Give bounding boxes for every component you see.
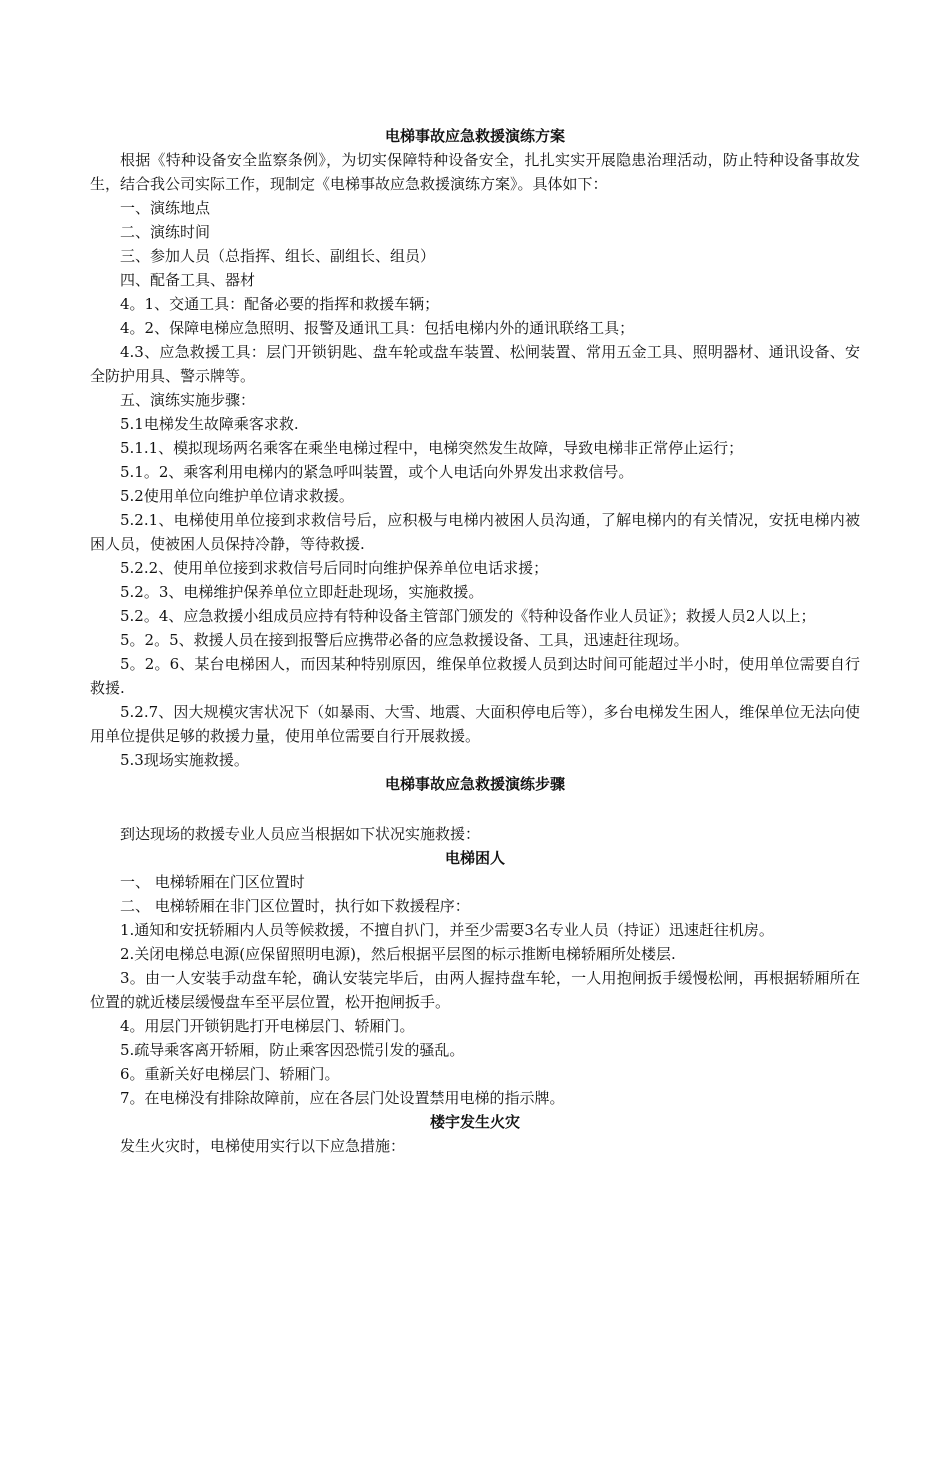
blank-line <box>90 796 860 822</box>
paragraph: 4。2、保障电梯应急照明、报警及通讯工具：包括电梯内外的通讯联络工具； <box>120 319 635 337</box>
paragraph: 二、 电梯轿厢在非门区位置时，执行如下救援程序： <box>120 897 470 915</box>
paragraph: 5。2。6、某台电梯困人，而因某种特别原因，维保单位救援人员到达时间可能超过半小时，使用单位需要自行救援. <box>90 655 860 697</box>
doc-title: 电梯事故应急救援演练方案 <box>384 127 565 145</box>
paragraph: 4。用层门开锁钥匙打开电梯层门、轿厢门。 <box>120 1017 415 1035</box>
paragraph: 5.2使用单位向维护单位请求救援。 <box>120 487 354 505</box>
paragraph: 5.1。2、乘客利用电梯内的紧急呼叫装置，或个人电话向外界发出求救信号。 <box>120 463 634 481</box>
paragraph: 5.2。3、电梯维护保养单位立即赶赴现场，实施救援。 <box>120 583 484 601</box>
paragraph: 到达现场的救援专业人员应当根据如下状况实施救援： <box>120 825 481 843</box>
paragraph: 5.2.7、因大规模灾害状况下（如暴雨、大雪、地震、大面积停电后等），多台电梯发生困人，维保单位无法向使用单位提供足够的救援力量，使用单位需要自行开展救援。 <box>90 703 860 745</box>
paragraph: 2.关闭电梯总电源(应保留照明电源)，然后根据平层图的标示推断电梯轿厢所处楼层. <box>120 945 676 963</box>
paragraph: 根据《特种设备安全监察条例》，为切实保障特种设备安全，扎扎实实开展隐患治理活动，防止特种设备事故发生，结合我公司实际工作，现制定《电梯事故应急救援演练方案》。具体如下： <box>90 151 860 193</box>
paragraph: 3。由一人安装手动盘车轮，确认安装完毕后，由两人握持盘车轮，一人用抱闸扳手缓慢松闸，再根据轿厢所在位置的就近楼层缓慢盘车至平层位置，松开抱闸扳手。 <box>90 969 860 1011</box>
paragraph: 一、演练地点 <box>120 199 211 217</box>
paragraph: 4。1、交通工具：配备必要的指挥和救援车辆； <box>120 295 440 313</box>
section-title-fire: 楼宇发生火灾 <box>429 1113 520 1131</box>
paragraph: 5.2。4、应急救援小组成员应持有特种设备主管部门颁发的《特种设备作业人员证》；救援人员2人以上； <box>120 607 816 625</box>
section-trapped <box>90 870 860 1110</box>
section-title-trapped: 电梯困人 <box>444 849 505 867</box>
paragraph: 一、 电梯轿厢在门区位置时 <box>120 873 305 891</box>
document-page <box>0 124 950 1468</box>
paragraph: 四、配备工具、器材 <box>120 271 256 289</box>
paragraph: 1.通知和安抚轿厢内人员等候救援，不擅自扒门，并至少需要3名专业人员（持证）迅速赶往机房。 <box>120 921 774 939</box>
paragraph: 5.1.1、模拟现场两名乘客在乘坐电梯过程中，电梯突然发生故障，导致电梯非正常停止运行； <box>120 439 744 457</box>
paragraph: 五、演练实施步骤： <box>120 391 256 409</box>
paragraph: 三、参加人员（总指挥、组长、副组长、组员） <box>120 247 436 265</box>
paragraph: 4.3、应急救援工具：层门开锁钥匙、盘车轮或盘车装置、松闸装置、常用五金工具、照明器材、通讯设备、安全防护用具、警示牌等。 <box>90 343 860 385</box>
paragraph: 5.1电梯发生故障乘客求救. <box>120 415 299 433</box>
paragraph: 5.疏导乘客离开轿厢，防止乘客因恐慌引发的骚乱。 <box>120 1041 465 1059</box>
paragraph: 发生火灾时，电梯使用实行以下应急措施： <box>120 1137 406 1155</box>
paragraph: 5.2.2、使用单位接到求救信号后同时向维护保养单位电话求援； <box>120 559 549 577</box>
paragraph: 5.3现场实施救援。 <box>120 751 249 769</box>
section-fire <box>90 1134 860 1158</box>
paragraph: 7。在电梯没有排除故障前，应在各层门处设置禁用电梯的指示牌。 <box>120 1089 565 1107</box>
paragraph: 5。2。5、救援人员在接到报警后应携带必备的应急救援设备、工具，迅速赶往现场。 <box>120 631 689 649</box>
paragraph: 5.2.1、电梯使用单位接到求救信号后，应积极与电梯内被困人员沟通，了解电梯内的有关情况，安抚电梯内被困人员，使被困人员保持冷静，等待救援. <box>90 511 860 553</box>
section-steps-intro <box>90 822 860 846</box>
paragraph: 二、演练时间 <box>120 223 211 241</box>
section-title-steps: 电梯事故应急救援演练步骤 <box>384 775 565 793</box>
paragraph: 6。重新关好电梯层门、轿厢门。 <box>120 1065 340 1083</box>
section-plan <box>90 148 860 772</box>
